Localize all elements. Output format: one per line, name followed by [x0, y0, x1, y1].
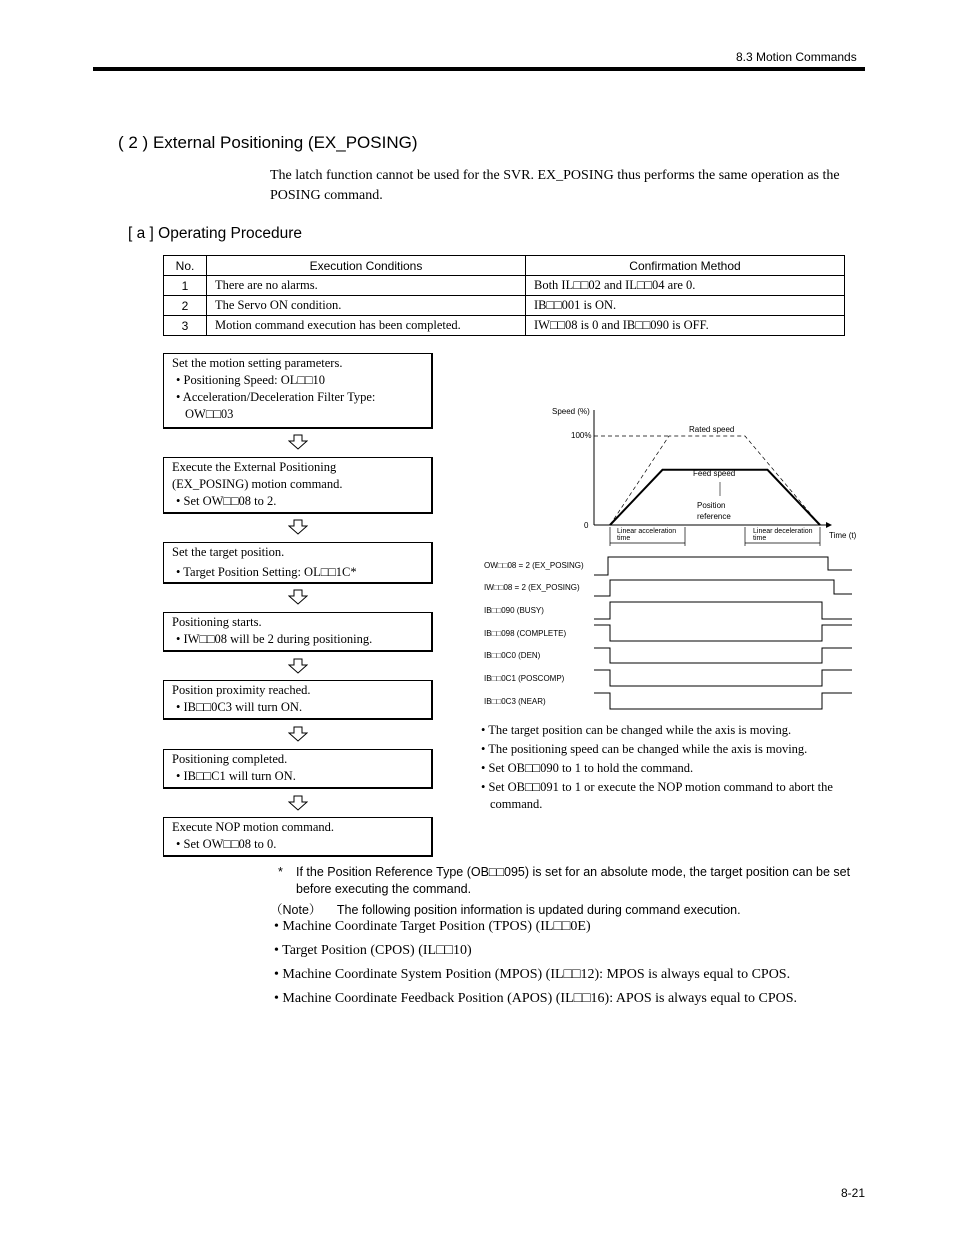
- step-item: • IB□□C1 will turn ON.: [176, 769, 296, 783]
- linear-acc-label-2: time: [617, 535, 631, 542]
- position-item: • Machine Coordinate Target Position (TPOS) (IL□□0E): [274, 919, 591, 934]
- y-tick-100: 100%: [571, 431, 592, 440]
- step-set-parameters: [163, 353, 433, 429]
- rated-speed-label: Rated speed: [689, 425, 735, 434]
- note-item: • Set OB□□090 to 1 to hold the command.: [481, 761, 694, 775]
- waveform-den: [594, 648, 852, 663]
- row-no: 3: [164, 316, 207, 336]
- step-item: • Acceleration/Deceleration Filter Type:: [176, 390, 376, 404]
- running-header: 8.3 Motion Commands: [736, 50, 857, 64]
- signal-label: IB□□0C1 (POSCOMP): [484, 674, 565, 683]
- note-item: • The target position can be changed while the axis is moving.: [481, 723, 792, 737]
- step-title: Positioning starts.: [172, 615, 262, 629]
- down-arrow-icon: [288, 589, 308, 605]
- waveform-busy: [594, 602, 852, 619]
- signal-label: IB□□0C0 (DEN): [484, 651, 541, 660]
- step-title: Execute the External Positioning: [172, 460, 337, 474]
- header-conditions: Execution Conditions: [207, 256, 526, 276]
- signal-label: IB□□090 (BUSY): [484, 606, 544, 615]
- note-item: • The positioning speed can be changed while the axis is moving.: [481, 742, 808, 756]
- step-title: Positioning completed.: [172, 752, 288, 766]
- position-item: • Machine Coordinate Feedback Position (APOS) (IL□□16): APOS is always equal to CPOS.: [274, 991, 798, 1006]
- x-axis-label: Time (t): [829, 531, 857, 540]
- step-item: (EX_POSING) motion command.: [172, 477, 343, 491]
- step-item: • Set OW□□08 to 0.: [176, 837, 277, 851]
- note-item: • Set OB□□091 to 1 or execute the NOP motion command to abort the: [481, 780, 833, 794]
- down-arrow-icon: [288, 658, 308, 674]
- y-tick-0: 0: [584, 521, 589, 530]
- table-row: [164, 316, 845, 336]
- step-execute-command: [163, 457, 433, 514]
- signal-label: IB□□0C3 (NEAR): [484, 697, 546, 706]
- down-arrow-icon: [288, 519, 308, 535]
- row-confirmation: Both IL□□02 and IL□□04 are 0.: [526, 276, 845, 296]
- execution-conditions-table: [163, 255, 845, 336]
- step-item: • Target Position Setting: OL□□1C*: [176, 565, 357, 579]
- row-no: 2: [164, 296, 207, 316]
- step-item: • IW□□08 will be 2 during positioning.: [176, 632, 373, 646]
- step-item: • Set OW□□08 to 2.: [176, 494, 277, 508]
- row-condition: The Servo ON condition.: [207, 296, 526, 316]
- signal-label: IB□□098 (COMPLETE): [484, 629, 567, 638]
- table-header-row: [164, 256, 845, 276]
- feed-speed-label: Feed speed: [693, 469, 736, 478]
- table-row: [164, 276, 845, 296]
- signal-label: IW□□08 = 2 (EX_POSING): [484, 583, 580, 592]
- position-item: • Machine Coordinate System Position (MPOS) (IL□□12): MPOS is always equal to CPOS.: [274, 967, 791, 982]
- row-confirmation: IW□□08 is 0 and IB□□090 is OFF.: [526, 316, 845, 336]
- section-title: ( 2 ) External Positioning (EX_POSING): [118, 133, 418, 152]
- row-confirmation: IB□□001 is ON.: [526, 296, 845, 316]
- row-condition: Motion command execution has been completed.: [207, 316, 526, 336]
- y-axis-label: Speed (%): [552, 407, 590, 416]
- row-no: 1: [164, 276, 207, 296]
- note-text: The following position information is updated during command execution.: [336, 903, 741, 917]
- speed-timing-chart: [480, 400, 866, 720]
- waveform-iw08: [594, 580, 852, 596]
- step-proximity-reached: [163, 680, 433, 720]
- step-title: Set the motion setting parameters.: [172, 356, 343, 370]
- step-item: OW□□03: [185, 407, 234, 421]
- footnote-text: If the Position Reference Type (OB□□095) is set for an absolute mode, the target position can be set before executing the command.: [296, 865, 851, 896]
- linear-acc-label: Linear acceleration: [617, 528, 677, 535]
- waveform-near: [594, 693, 852, 709]
- x-axis-arrow-icon: [826, 522, 832, 528]
- footnote: [278, 864, 868, 898]
- signal-label: OW□□08 = 2 (EX_POSING): [484, 561, 584, 570]
- waveform-ow08: [594, 557, 852, 575]
- waveform-complete: [594, 625, 852, 641]
- step-item: • IB□□0C3 will turn ON.: [176, 700, 303, 714]
- position-reference-label: Position: [697, 501, 726, 510]
- step-execute-nop: [163, 817, 433, 857]
- table-row: [164, 296, 845, 316]
- step-title: Set the target position.: [172, 545, 285, 559]
- step-item: • Positioning Speed: OL□□10: [176, 373, 325, 387]
- intro-paragraph: The latch function cannot be used for the SVR. EX_POSING thus performs the same operation as the POSING command.: [270, 168, 840, 203]
- step-title: Execute NOP motion command.: [172, 820, 335, 834]
- step-positioning-starts: [163, 612, 433, 652]
- header-no: No.: [164, 256, 207, 276]
- footnote-mark: *: [278, 865, 283, 879]
- position-item: • Target Position (CPOS) (IL□□10): [274, 943, 472, 958]
- notes-list: [481, 721, 866, 814]
- down-arrow-icon: [288, 434, 308, 450]
- down-arrow-icon: [288, 795, 308, 811]
- page-number: 8-21: [841, 1186, 866, 1200]
- step-target-position: [163, 542, 433, 584]
- position-reference-label-2: reference: [697, 512, 731, 521]
- note-item: command.: [490, 797, 543, 811]
- header-rule: [93, 67, 865, 71]
- step-title: Position proximity reached.: [172, 683, 311, 697]
- step-positioning-completed: [163, 749, 433, 789]
- linear-dec-label-2: time: [753, 535, 767, 542]
- waveform-poscomp: [594, 670, 852, 686]
- header-confirmation: Confirmation Method: [526, 256, 845, 276]
- subsection-title: [ a ] Operating Procedure: [128, 225, 303, 242]
- row-condition: There are no alarms.: [207, 276, 526, 296]
- down-arrow-icon: [288, 726, 308, 742]
- linear-dec-label: Linear deceleration: [753, 528, 813, 535]
- note-label: （Note）: [270, 903, 322, 917]
- note: [270, 900, 741, 918]
